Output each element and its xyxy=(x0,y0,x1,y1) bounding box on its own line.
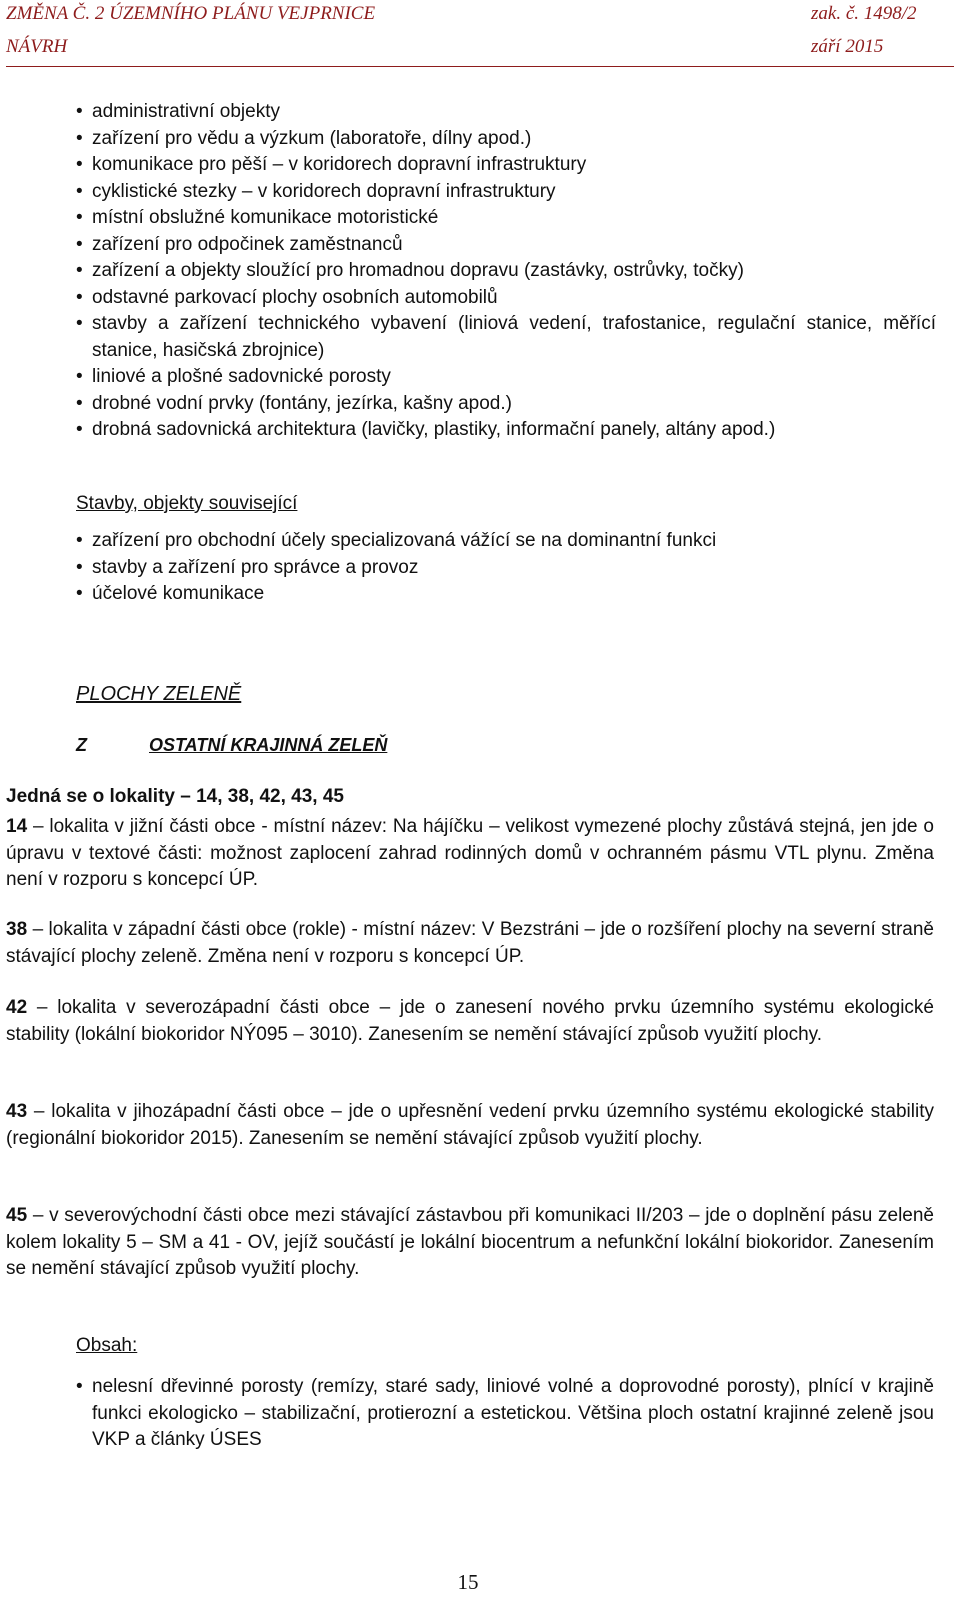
document-title: ZMĚNA Č. 2 ÚZEMNÍHO PLÁNU VEJPRNICE xyxy=(6,3,376,24)
locality-text: – lokalita v jižní části obce - místní název: Na hájíčku – velikost vymezené plochy zůstává stejná, jen jde o úpravu v textové části: možnost zaplocení zahrad rodinných domů v ochranném pásmu VTL plynu. Změna není v rozporu s koncepcí ÚP. xyxy=(6,816,934,890)
document-date: září 2015 xyxy=(811,36,884,57)
list-item: • odstavné parkovací plochy osobních automobilů xyxy=(76,285,936,312)
locality-number: 43 xyxy=(6,1101,28,1122)
list-item: • stavby a zařízení technického vybavení (liniová vedení, trafostanice, regulační stanice, měřící stanice, hasičská zbrojnice) xyxy=(76,311,936,364)
related-buildings-list xyxy=(76,528,936,608)
locality-paragraph xyxy=(6,917,934,970)
list-item: • administrativní objekty xyxy=(76,99,936,126)
locality-text: – lokalita v západní části obce (rokle) - místní název: V Bezstráni – jde o rozšíření plochy na severní straně stávající plochy zeleně. Změna není v rozporu s koncepcí ÚP. xyxy=(6,919,934,967)
content-list xyxy=(76,1374,934,1454)
list-item: • stavby a zařízení pro správce a provoz xyxy=(76,555,936,582)
locality-text: – lokalita v jihozápadní části obce – jde o upřesnění vedení prvku územního systému ekologické stability (regionální biokoridor 2015). Zanesením se nemění stávající způsob využití plochy. xyxy=(6,1101,934,1149)
localities-intro: Jedná se o lokality – 14, 38, 42, 43, 45 xyxy=(6,786,344,807)
locality-paragraph xyxy=(6,1099,934,1152)
list-item: • účelové komunikace xyxy=(76,581,936,608)
page-header-line1 xyxy=(6,3,954,27)
contract-number: zak. č. 1498/2 xyxy=(811,3,917,24)
list-item: • zařízení pro obchodní účely specializovaná vážící se na dominantní funkci xyxy=(76,528,936,555)
list-item: • komunikace pro pěší – v koridorech dopravní infrastruktury xyxy=(76,152,936,179)
list-item: • cyklistické stezky – v koridorech dopravní infrastruktury xyxy=(76,179,936,206)
header-divider xyxy=(6,66,954,67)
locality-number: 38 xyxy=(6,919,28,940)
list-item: • zařízení pro vědu a výzkum (laboratoře, dílny apod.) xyxy=(76,126,936,153)
list-item: • drobné vodní prvky (fontány, jezírka, kašny apod.) xyxy=(76,391,936,418)
zone-name: OSTATNÍ KRAJINNÁ ZELEŇ xyxy=(149,735,388,755)
section-heading-related-buildings: Stavby, objekty související xyxy=(76,493,298,514)
locality-paragraph xyxy=(6,995,934,1048)
page-number: 15 xyxy=(457,1570,479,1594)
locality-paragraph xyxy=(6,1203,934,1283)
list-item: • zařízení pro odpočinek zaměstnanců xyxy=(76,232,936,259)
locality-text: – v severovýchodní části obce mezi stávající zástavbou při komunikaci II/203 – jde o doplnění pásu zeleně kolem lokality 5 – SM a 41 - OV, jejíž součástí je lokální biocentrum a nefunkční lokální biokoridor. Zanesením se nemění stávající způsob využití plochy. xyxy=(6,1205,934,1279)
locality-paragraph xyxy=(6,814,934,894)
zone-code: Z xyxy=(76,735,87,755)
locality-number: 45 xyxy=(6,1205,28,1226)
list-item: • místní obslužné komunikace motoristické xyxy=(76,205,936,232)
locality-number: 14 xyxy=(6,816,28,837)
section-heading-content: Obsah: xyxy=(76,1335,138,1356)
list-item: • zařízení a objekty sloužící pro hromadnou dopravu (zastávky, ostrůvky, točky) xyxy=(76,258,936,285)
page-header-line2 xyxy=(6,36,954,60)
list-item: • drobná sadovnická architektura (lavičky, plastiky, informační panely, altány apod.) xyxy=(76,417,936,444)
list-item: • liniové a plošné sadovnické porosty xyxy=(76,364,936,391)
list-item: • nelesní dřevinné porosty (remízy, staré sady, liniové volné a doprovodné porosty), plnící v krajině funkci ekologicko – stabilizační, protierozní a estetickou. Většina ploch ostatní krajinné zeleně jsou VKP a články ÚSES xyxy=(76,1374,934,1454)
section-heading-green-areas: PLOCHY ZELENĚ xyxy=(76,683,242,705)
document-status: NÁVRH xyxy=(6,36,68,57)
locality-text: – lokalita v severozápadní části obce – jde o zanesení nového prvku územního systému ekologické stability (lokální biokoridor NÝ095 – 3010). Zanesením se nemění stávající způsob využití plochy. xyxy=(6,997,934,1045)
locality-number: 42 xyxy=(6,997,28,1018)
allowed-uses-list xyxy=(76,99,936,444)
